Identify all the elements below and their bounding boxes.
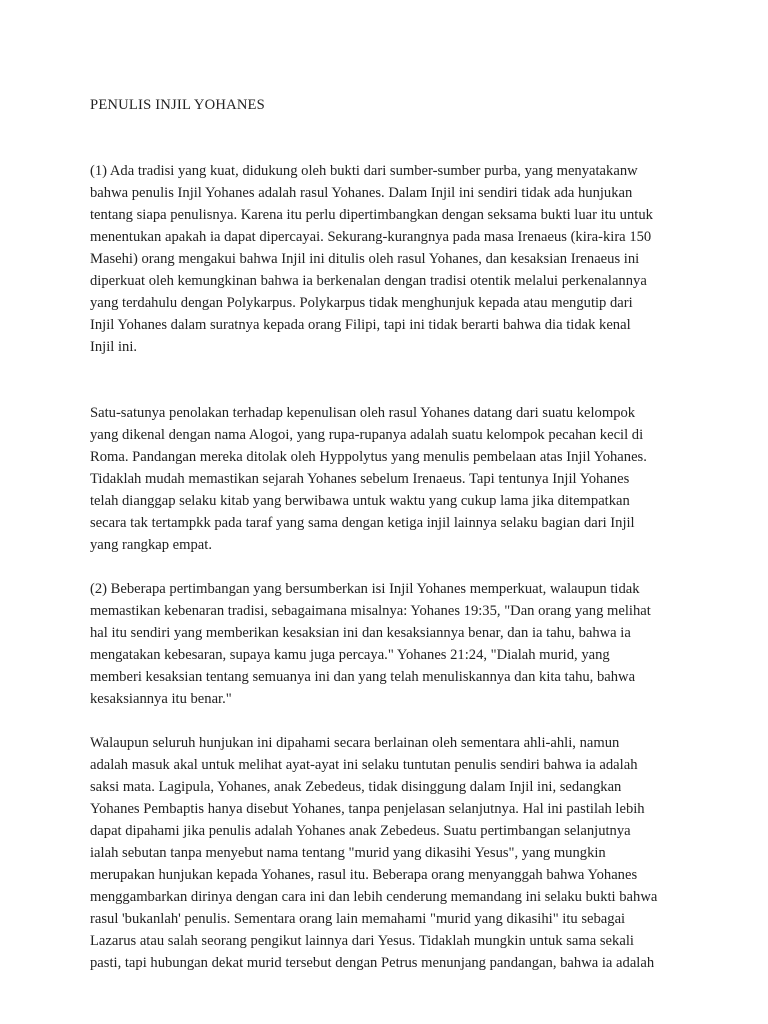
text-line: menggambarkan dirinya dengan cara ini dan lebih cenderung memandang ini selaku bukti bahwa	[90, 889, 658, 905]
text-line: (2) Beberapa pertimbangan yang bersumberkan isi Injil Yohanes memperkuat, walaupun tidak	[90, 581, 640, 597]
text-line: Lazarus atau salah seorang pengikut lainnya dari Yesus. Tidaklah mungkin untuk sama sekali	[90, 933, 634, 949]
text-line: memastikan kebenaran tradisi, sebagaimana misalnya: Yohanes 19:35, "Dan orang yang melihat	[90, 603, 651, 619]
paragraph-2	[90, 402, 688, 556]
text-line: diperkuat oleh kemungkinan bahwa ia berkenalan dengan tradisi otentik melalui perkenalannya	[90, 273, 647, 289]
text-line: kesaksiannya itu benar."	[90, 691, 232, 707]
paragraph-4	[90, 732, 688, 974]
text-line: memberi kesaksian tentang semuanya ini dan yang telah menuliskannya dan kita tahu, bahwa	[90, 669, 636, 685]
text-line: mengatakan kebesaran, supaya kamu juga percaya." Yohanes 21:24, "Dialah murid, yang	[90, 647, 610, 663]
text-line: Injil Yohanes dalam suratnya kepada orang Filipi, tapi ini tidak berarti bahwa dia tidak kenal	[90, 317, 631, 333]
text-line: menentukan apakah ia dapat dipercayai. Sekurang-kurangnya pada masa Irenaeus (kira-kira 150	[90, 229, 652, 245]
text-line: yang rangkap empat.	[90, 537, 212, 553]
text-line: (1) Ada tradisi yang kuat, didukung oleh bukti dari sumber-sumber purba, yang menyatakanw	[90, 163, 638, 179]
text-line: tentang siapa penulisnya. Karena itu perlu dipertimbangkan dengan seksama bukti luar itu untuk	[90, 207, 653, 223]
paragraph-1	[90, 160, 688, 358]
text-line: Roma. Pandangan mereka ditolak oleh Hyppolytus yang menulis pembelaan atas Injil Yohanes.	[90, 449, 647, 465]
text-line: pasti, tapi hubungan dekat murid tersebut dengan Petrus menunjang pandangan, bahwa ia adalah	[90, 955, 655, 971]
text-line: yang dikenal dengan nama Alogoi, yang rupa-rupanya adalah suatu kelompok pecahan kecil di	[90, 427, 644, 443]
text-line: Yohanes Pembaptis hanya disebut Yohanes, tanpa penjelasan selanjutnya. Hal ini pastilah lebih	[90, 801, 645, 817]
text-line: merupakan hunjukan kepada Yohanes, rasul itu. Beberapa orang menyanggah bahwa Yohanes	[90, 867, 638, 883]
document-title: PENULIS INJIL YOHANES	[90, 97, 265, 113]
text-line: Tidaklah mudah memastikan sejarah Yohanes sebelum Irenaeus. Tapi tentunya Injil Yohanes	[90, 471, 630, 487]
text-line: hal itu sendiri yang memberikan kesaksian ini dan kesaksiannya benar, dan ia tahu, bahwa ia	[90, 625, 631, 641]
text-line: Injil ini.	[90, 339, 138, 355]
text-line: yang terdahulu dengan Polykarpus. Polykarpus tidak menghunjuk kepada atau mengutip dari	[90, 295, 633, 311]
text-line: Walaupun seluruh hunjukan ini dipahami secara berlainan oleh sementara ahli-ahli, namun	[90, 735, 620, 751]
text-line: rasul 'bukanlah' penulis. Sementara orang lain memahami "murid yang dikasihi" itu sebagai	[90, 911, 626, 927]
text-line: Satu-satunya penolakan terhadap kepenulisan oleh rasul Yohanes datang dari suatu kelompok	[90, 405, 636, 421]
text-line: Masehi) orang mengakui bahwa Injil ini ditulis oleh rasul Yohanes, dan kesaksian Irenaeus ini	[90, 251, 640, 267]
text-line: secara tak tertampkk pada taraf yang sama dengan ketiga injil lainnya selaku bagian dari Injil	[90, 515, 635, 531]
text-line: ialah sebutan tanpa menyebut nama tentang "murid yang dikasihi Yesus", yang mungkin	[90, 845, 606, 861]
text-line: bahwa penulis Injil Yohanes adalah rasul Yohanes. Dalam Injil ini sendiri tidak ada hunjukan	[90, 185, 633, 201]
text-line: dapat dipahami jika penulis adalah Yohanes anak Zebedeus. Suatu pertimbangan selanjutnya	[90, 823, 631, 839]
text-line: adalah masuk akal untuk melihat ayat-ayat ini selaku tuntutan penulis sendiri bahwa ia adalah	[90, 757, 638, 773]
text-line: saksi mata. Lagipula, Yohanes, anak Zebedeus, tidak disinggung dalam Injil ini, sedangkan	[90, 779, 622, 795]
text-line: telah dianggap selaku kitab yang berwibawa untuk waktu yang cukup lama jika ditempatkan	[90, 493, 630, 509]
paragraph-3	[90, 578, 688, 710]
